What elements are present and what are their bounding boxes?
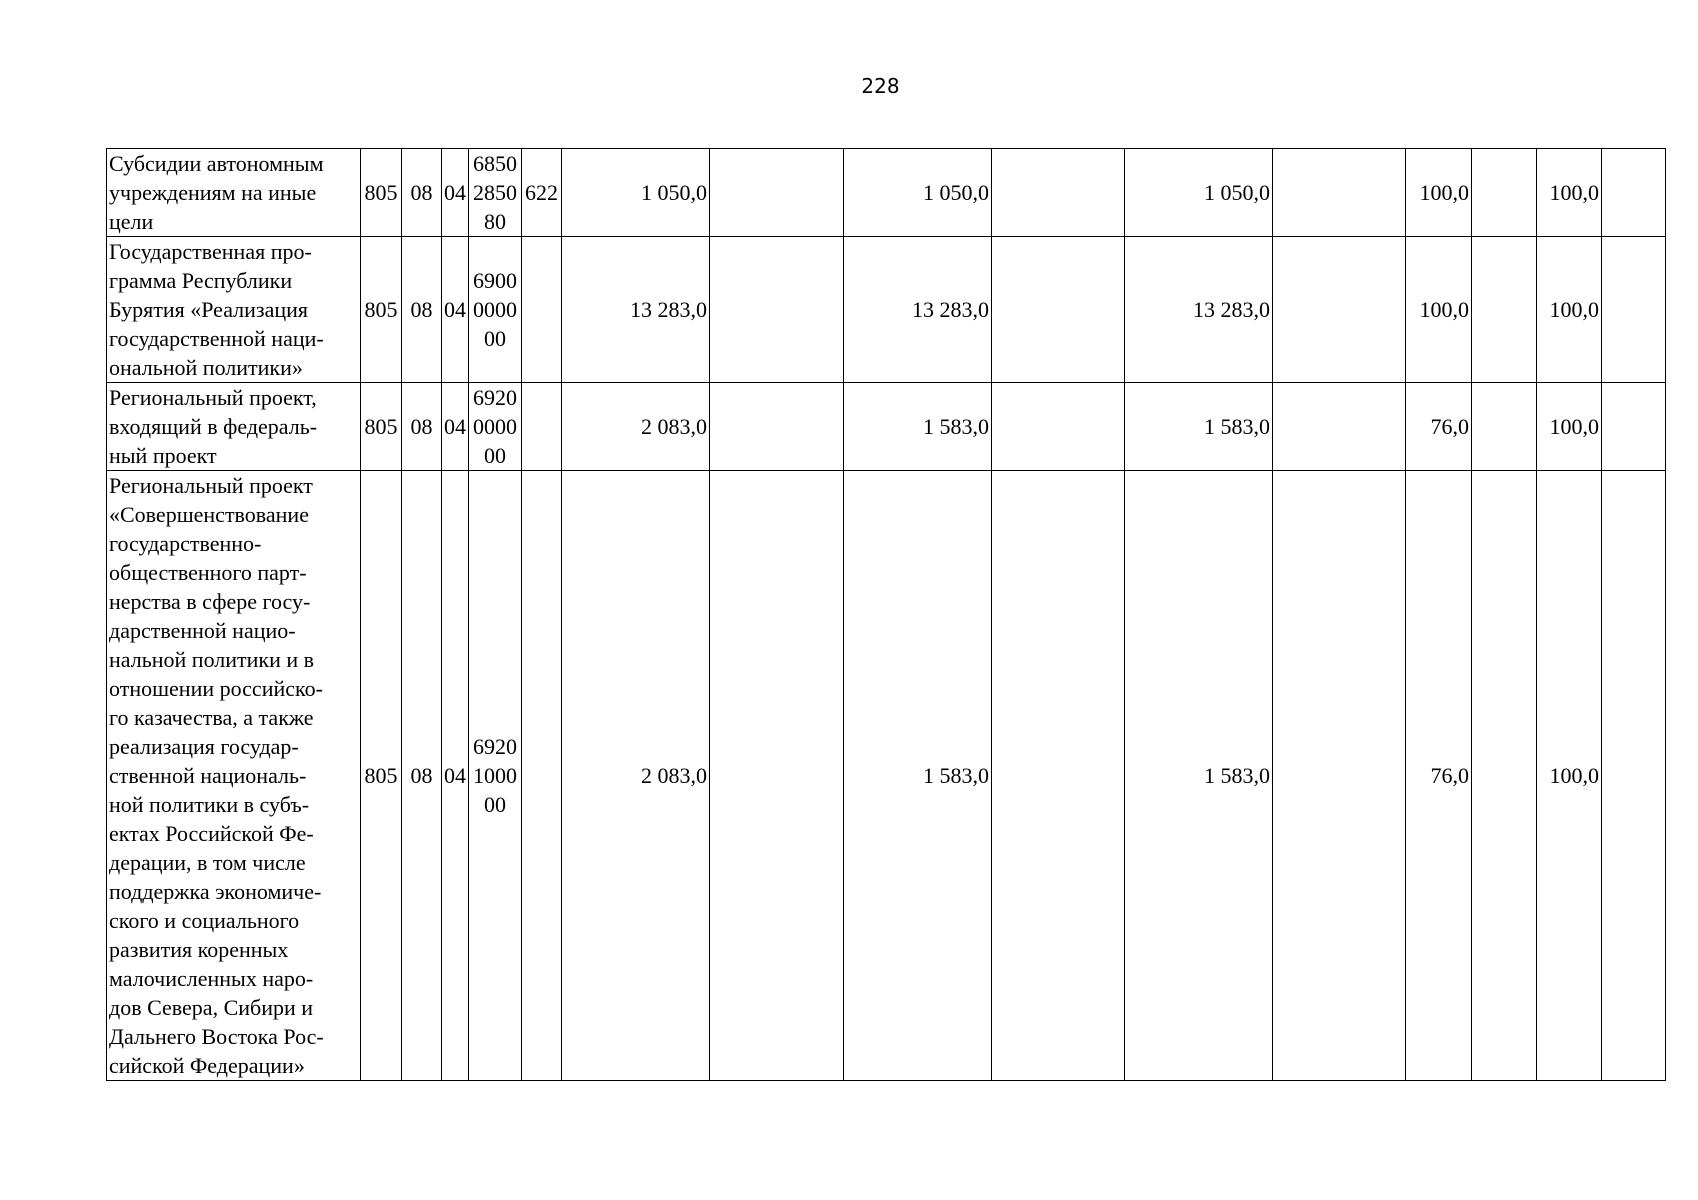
percent-2: 100,0	[1537, 383, 1602, 471]
amount-2: 1 583,0	[844, 471, 992, 1081]
empty-cell	[710, 149, 844, 237]
row-name-line: малочисленных наро-	[109, 966, 314, 991]
row-name-line: общественного парт-	[109, 560, 307, 585]
expense-type-code	[522, 237, 562, 383]
percent-1: 76,0	[1406, 471, 1472, 1081]
section-code: 08	[402, 237, 442, 383]
amount-1: 2 083,0	[562, 383, 710, 471]
ministry-code: 805	[361, 471, 402, 1081]
row-name-line: цели	[109, 209, 154, 234]
page-number: 228	[861, 74, 900, 98]
row-name-line: Субсидии автономным	[109, 151, 324, 176]
target-code-line: 6900	[473, 268, 517, 293]
amount-1: 1 050,0	[562, 149, 710, 237]
row-name-line: Региональный проект	[109, 473, 313, 498]
row-name-line: государственной наци-	[109, 326, 324, 351]
row-name-line: «Совершенствование	[109, 502, 309, 527]
row-name-line: го казачества, а также	[109, 705, 314, 730]
row-name	[107, 471, 361, 1081]
section-code: 08	[402, 471, 442, 1081]
row-name-line: государственно-	[109, 531, 262, 556]
amount-2: 1 050,0	[844, 149, 992, 237]
empty-cell	[1602, 237, 1666, 383]
row-name-line: ной политики в субъ-	[109, 792, 310, 817]
percent-1: 100,0	[1406, 149, 1472, 237]
row-name-line: дарственной нацио-	[109, 618, 296, 643]
row-name-line: входящий в федераль-	[109, 414, 318, 439]
amount-3: 1 583,0	[1125, 383, 1273, 471]
subsection-code: 04	[442, 383, 469, 471]
ministry-code: 805	[361, 149, 402, 237]
amount-1: 13 283,0	[562, 237, 710, 383]
row-name-line: учреждениям на иные	[109, 180, 317, 205]
expense-type-code	[522, 471, 562, 1081]
target-code	[469, 383, 522, 471]
percent-2: 100,0	[1537, 471, 1602, 1081]
ministry-code: 805	[361, 383, 402, 471]
empty-cell	[1472, 383, 1537, 471]
row-name	[107, 383, 361, 471]
target-code-line: 6920	[473, 385, 517, 410]
target-code	[469, 471, 522, 1081]
target-code-line: 2850	[473, 180, 517, 205]
target-code	[469, 237, 522, 383]
row-name-line: поддержка экономиче-	[109, 879, 322, 904]
subsection-code: 04	[442, 237, 469, 383]
budget-table	[106, 148, 1666, 1081]
row-name-line: Региональный проект,	[109, 385, 317, 410]
expense-type-code: 622	[522, 149, 562, 237]
percent-1: 100,0	[1406, 237, 1472, 383]
row-name-line: отношении российско-	[109, 676, 323, 701]
table-row	[107, 149, 1666, 237]
amount-3: 1 583,0	[1125, 471, 1273, 1081]
table-row	[107, 471, 1666, 1081]
row-name-line: ональной политики»	[109, 355, 303, 380]
row-name-line: Бурятия «Реализация	[109, 297, 309, 322]
target-code-line: 0000	[473, 414, 517, 439]
empty-cell	[992, 149, 1125, 237]
empty-cell	[710, 383, 844, 471]
empty-cell	[710, 471, 844, 1081]
amount-2: 1 583,0	[844, 383, 992, 471]
table-row	[107, 383, 1666, 471]
row-name-line: ственной националь-	[109, 763, 307, 788]
row-name-line: нальной политики и в	[109, 647, 315, 672]
row-name-line: нерства в сфере госу-	[109, 589, 311, 614]
empty-cell	[1602, 149, 1666, 237]
empty-cell	[1472, 149, 1537, 237]
empty-cell	[1472, 237, 1537, 383]
row-name	[107, 237, 361, 383]
row-name-line: дерации, в том числе	[109, 850, 306, 875]
empty-cell	[1273, 383, 1406, 471]
amount-2: 13 283,0	[844, 237, 992, 383]
target-code-line: 00	[484, 443, 506, 468]
row-name	[107, 149, 361, 237]
row-name-line: Государственная про-	[109, 239, 312, 264]
row-name-line: грамма Республики	[109, 268, 293, 293]
row-name-line: ный проект	[109, 443, 217, 468]
target-code-line: 1000	[473, 763, 517, 788]
percent-2: 100,0	[1537, 237, 1602, 383]
empty-cell	[992, 383, 1125, 471]
target-code-line: 00	[484, 792, 506, 817]
row-name-line: Дальнего Востока Рос-	[109, 1024, 324, 1049]
empty-cell	[992, 471, 1125, 1081]
empty-cell	[1273, 471, 1406, 1081]
subsection-code: 04	[442, 471, 469, 1081]
row-name-line: реализация государ-	[109, 734, 299, 759]
empty-cell	[1273, 237, 1406, 383]
row-name-line: сийской Федерации»	[109, 1053, 305, 1078]
empty-cell	[710, 237, 844, 383]
empty-cell	[1273, 149, 1406, 237]
empty-cell	[1472, 471, 1537, 1081]
row-name-line: развития коренных	[109, 937, 289, 962]
target-code-line: 0000	[473, 297, 517, 322]
percent-2: 100,0	[1537, 149, 1602, 237]
target-code-line: 00	[484, 326, 506, 351]
row-name-line: дов Севера, Сибири и	[109, 995, 314, 1020]
row-name-line: ского и социального	[109, 908, 300, 933]
amount-3: 13 283,0	[1125, 237, 1273, 383]
target-code-line: 6920	[473, 734, 517, 759]
section-code: 08	[402, 149, 442, 237]
table-row	[107, 237, 1666, 383]
section-code: 08	[402, 383, 442, 471]
row-name-line: ектах Российской Фе-	[109, 821, 314, 846]
expense-type-code	[522, 383, 562, 471]
amount-1: 2 083,0	[562, 471, 710, 1081]
empty-cell	[1602, 383, 1666, 471]
empty-cell	[1602, 471, 1666, 1081]
empty-cell	[992, 237, 1125, 383]
amount-3: 1 050,0	[1125, 149, 1273, 237]
subsection-code: 04	[442, 149, 469, 237]
percent-1: 76,0	[1406, 383, 1472, 471]
target-code	[469, 149, 522, 237]
target-code-line: 6850	[473, 151, 517, 176]
ministry-code: 805	[361, 237, 402, 383]
target-code-line: 80	[484, 209, 506, 234]
